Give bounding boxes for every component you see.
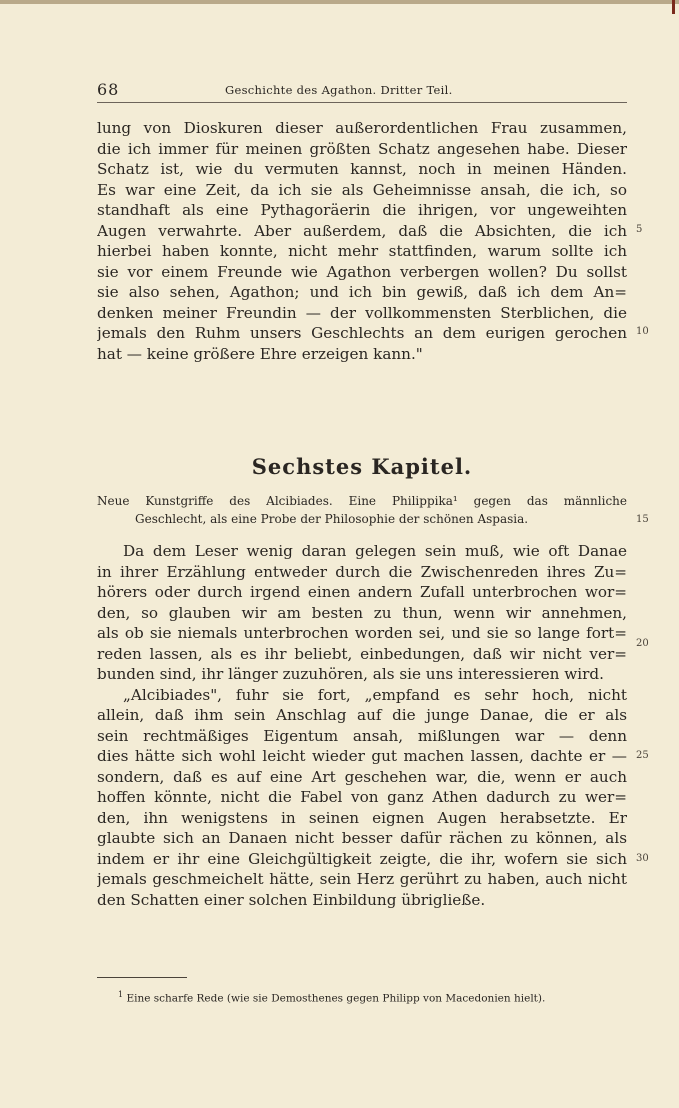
text-line: bunden sind, ihr länger zuzuhören, als sie uns interessieren wird. bbox=[97, 665, 604, 683]
text-line: den, so glauben wir am besten zu thun, wenn wir annehmen, bbox=[97, 603, 627, 622]
header-rule bbox=[97, 102, 627, 103]
running-head: Geschichte des Agathon. Dritter Teil. bbox=[225, 83, 453, 97]
text-line: denken meiner Freundin — der vollkommensten Sterblichen, die bbox=[97, 303, 627, 322]
summary-line: Geschlecht, als eine Probe der Philosophie der schönen Aspasia. bbox=[135, 512, 529, 526]
text-line: sein rechtmäßiges Eigentum ansah, mißlungen war — denn bbox=[97, 726, 627, 745]
summary-line: Neue Kunstgriffe des Alcibiades. Eine Philippika¹ gegen das männliche bbox=[97, 494, 627, 508]
footnote-rule bbox=[97, 977, 187, 978]
text-line: dies hätte sich wohl leicht wieder gut machen lassen, dachte er — bbox=[97, 747, 627, 765]
text-line: standhaft als eine Pythagoräerin die ihrigen, vor ungeweihten bbox=[97, 201, 627, 219]
chapter-summary bbox=[97, 492, 627, 528]
top-paragraph bbox=[97, 118, 627, 364]
text-line: hörers oder durch irgend einen andern Zufall unterbrochen wor= bbox=[97, 583, 627, 601]
text-line: in ihrer Erzählung entweder durch die Zwischenreden ihres Zu= bbox=[97, 562, 627, 581]
line-number: 30 bbox=[636, 853, 649, 864]
text-line: jemals geschmeichelt hätte, sein Herz gerührt zu haben, auch nicht bbox=[97, 870, 627, 888]
footnote bbox=[118, 990, 545, 1005]
text-line: hat — keine größere Ehre erzeigen kann." bbox=[97, 344, 423, 363]
line-number: 15 bbox=[636, 514, 649, 525]
text-line: als ob sie niemals unterbrochen worden sei, und sie so lange fort= bbox=[97, 624, 627, 642]
footnote-text: Eine scharfe Rede (wie sie Demosthenes gegen Philipp von Macedonien hielt). bbox=[126, 992, 546, 1005]
text-line: jemals den Ruhm unsers Geschlechts an dem eurigen gerochen bbox=[97, 324, 627, 342]
line-number: 5 bbox=[636, 224, 643, 235]
text-line: Da dem Leser wenig daran gelegen sein muß, wie oft Danae bbox=[123, 542, 627, 560]
page-top-edge bbox=[0, 0, 679, 4]
text-line: den, ihn wenigstens in seinen eignen Augen herabsetzte. Er bbox=[97, 808, 627, 827]
text-line: indem er ihr eine Gleichgültigkeit zeigte, die ihr, wofern sie sich bbox=[97, 849, 627, 868]
text-line: lung von Dioskuren dieser außerordentlichen Frau zusammen, bbox=[97, 119, 627, 137]
text-line: Augen verwahrte. Aber außerdem, daß die Absichten, die ich bbox=[97, 221, 627, 240]
text-line: reden lassen, als es ihr beliebt, einbedungen, daß wir nicht ver= bbox=[97, 644, 627, 663]
text-line: sie also sehen, Agathon; und ich bin gewiß, daß ich dem An= bbox=[97, 283, 627, 301]
text-line: hierbei haben konnte, nicht mehr stattfinden, warum sollte ich bbox=[97, 242, 627, 260]
footnote-mark: 1 bbox=[118, 990, 124, 999]
text-line: „Alcibiades", fuhr sie fort, „empfand es sehr hoch, nicht bbox=[123, 685, 627, 704]
page-number: 68 bbox=[97, 80, 120, 99]
line-number: 20 bbox=[636, 638, 649, 649]
text-line: Es war eine Zeit, da ich sie als Geheimnisse ansah, die ich, so bbox=[97, 180, 627, 199]
text-line: hoffen könnte, nicht die Fabel von ganz Athen dadurch zu wer= bbox=[97, 788, 627, 806]
bookmark-ribbon bbox=[672, 0, 675, 14]
page-header bbox=[97, 80, 627, 102]
text-line: sie vor einem Freunde wie Agathon verbergen wollen? Du sollst bbox=[97, 262, 627, 281]
text-line: die ich immer für meinen größten Schatz angesehen habe. Dieser bbox=[97, 139, 627, 158]
line-number: 10 bbox=[636, 326, 649, 337]
text-line: glaubte sich an Danaen nicht besser dafür rächen zu können, als bbox=[97, 829, 627, 847]
text-line: sondern, daß es auf eine Art geschehen war, die, wenn er auch bbox=[97, 767, 627, 786]
text-line: Schatz ist, wie du vermuten kannst, noch in meinen Händen. bbox=[97, 160, 627, 178]
line-number: 25 bbox=[636, 750, 649, 761]
chapter-title: Sechstes Kapitel. bbox=[251, 454, 473, 479]
text-line: den Schatten einer solchen Einbildung übrigließe. bbox=[97, 890, 486, 909]
body-paragraph bbox=[97, 541, 627, 910]
text-line: allein, daß ihm sein Anschlag auf die junge Danae, die er als bbox=[97, 706, 627, 724]
